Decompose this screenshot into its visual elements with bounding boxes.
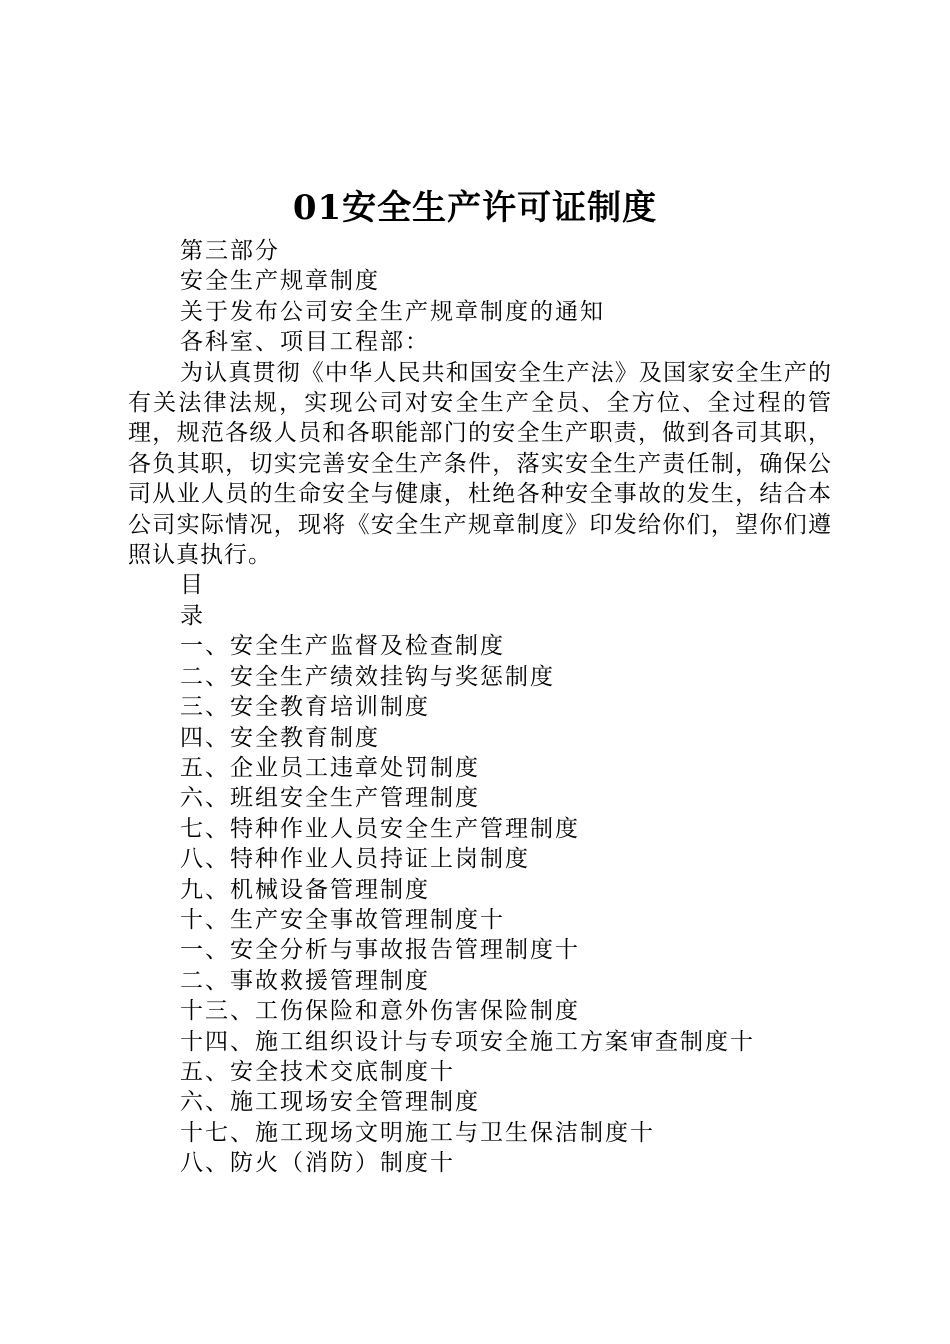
toc-item: 一、安全生产监督及检查制度: [180, 633, 505, 660]
toc-item: 二、事故救援管理制度: [180, 967, 430, 994]
toc-item: 一、安全分析与事故报告管理制度十: [180, 937, 580, 964]
toc-heading-second-char: 录: [180, 602, 205, 629]
toc-item: 四、安全教育制度: [180, 724, 380, 751]
toc-item: 七、特种作业人员安全生产管理制度: [180, 815, 580, 842]
toc-item: 三、安全教育培训制度: [180, 694, 430, 721]
notice-title-line: 关于发布公司安全生产规章制度的通知: [180, 298, 605, 325]
toc-item: 六、施工现场安全管理制度: [180, 1089, 480, 1116]
toc-item: 二、安全生产绩效挂钩与奖惩制度: [180, 663, 555, 690]
body-paragraph: 为认真贯彻《中华人民共和国安全生产法》及国家安全生产的有关法律法规，实现公司对安全生产全员、全方位、全过程的管理，规范各级人员和各职能部门的安全生产职责，做到各司其职，各负其职，切实完善安全生产条件，落实安全生产责任制，确保公司从业人员的生命安全与健康，杜绝各种安全事故的发生，结合本公司实际情况，现将《安全生产规章制度》印发给你们，望你们遵照认真执行。: [128, 359, 832, 569]
toc-item: 五、企业员工违章处罚制度: [180, 754, 480, 781]
toc-item: 十七、施工现场文明施工与卫生保洁制度十: [180, 1119, 655, 1146]
toc-item: 八、防火（消防）制度十: [180, 1150, 455, 1177]
toc-item: 九、机械设备管理制度: [180, 876, 430, 903]
toc-list: [128, 631, 832, 1178]
document-title: 01安全生产许可证制度: [292, 188, 658, 228]
toc-item: 十四、施工组织设计与专项安全施工方案审查制度十: [180, 1028, 755, 1055]
section-part-line: 第三部分: [180, 238, 280, 264]
toc-item: 十、生产安全事故管理制度十: [180, 906, 505, 933]
recipient-line: 各科室、项目工程部：: [180, 329, 430, 356]
toc-item: 十三、工伤保险和意外伤害保险制度: [180, 998, 580, 1025]
toc-item: 五、安全技术交底制度十: [180, 1058, 455, 1085]
toc-item: 六、班组安全生产管理制度: [180, 785, 480, 812]
toc-item: 八、特种作业人员持证上岗制度: [180, 846, 530, 873]
toc-heading-first-char: 目: [180, 572, 205, 599]
section-name-line: 安全生产规章制度: [180, 268, 380, 295]
document-content: [128, 236, 832, 1179]
